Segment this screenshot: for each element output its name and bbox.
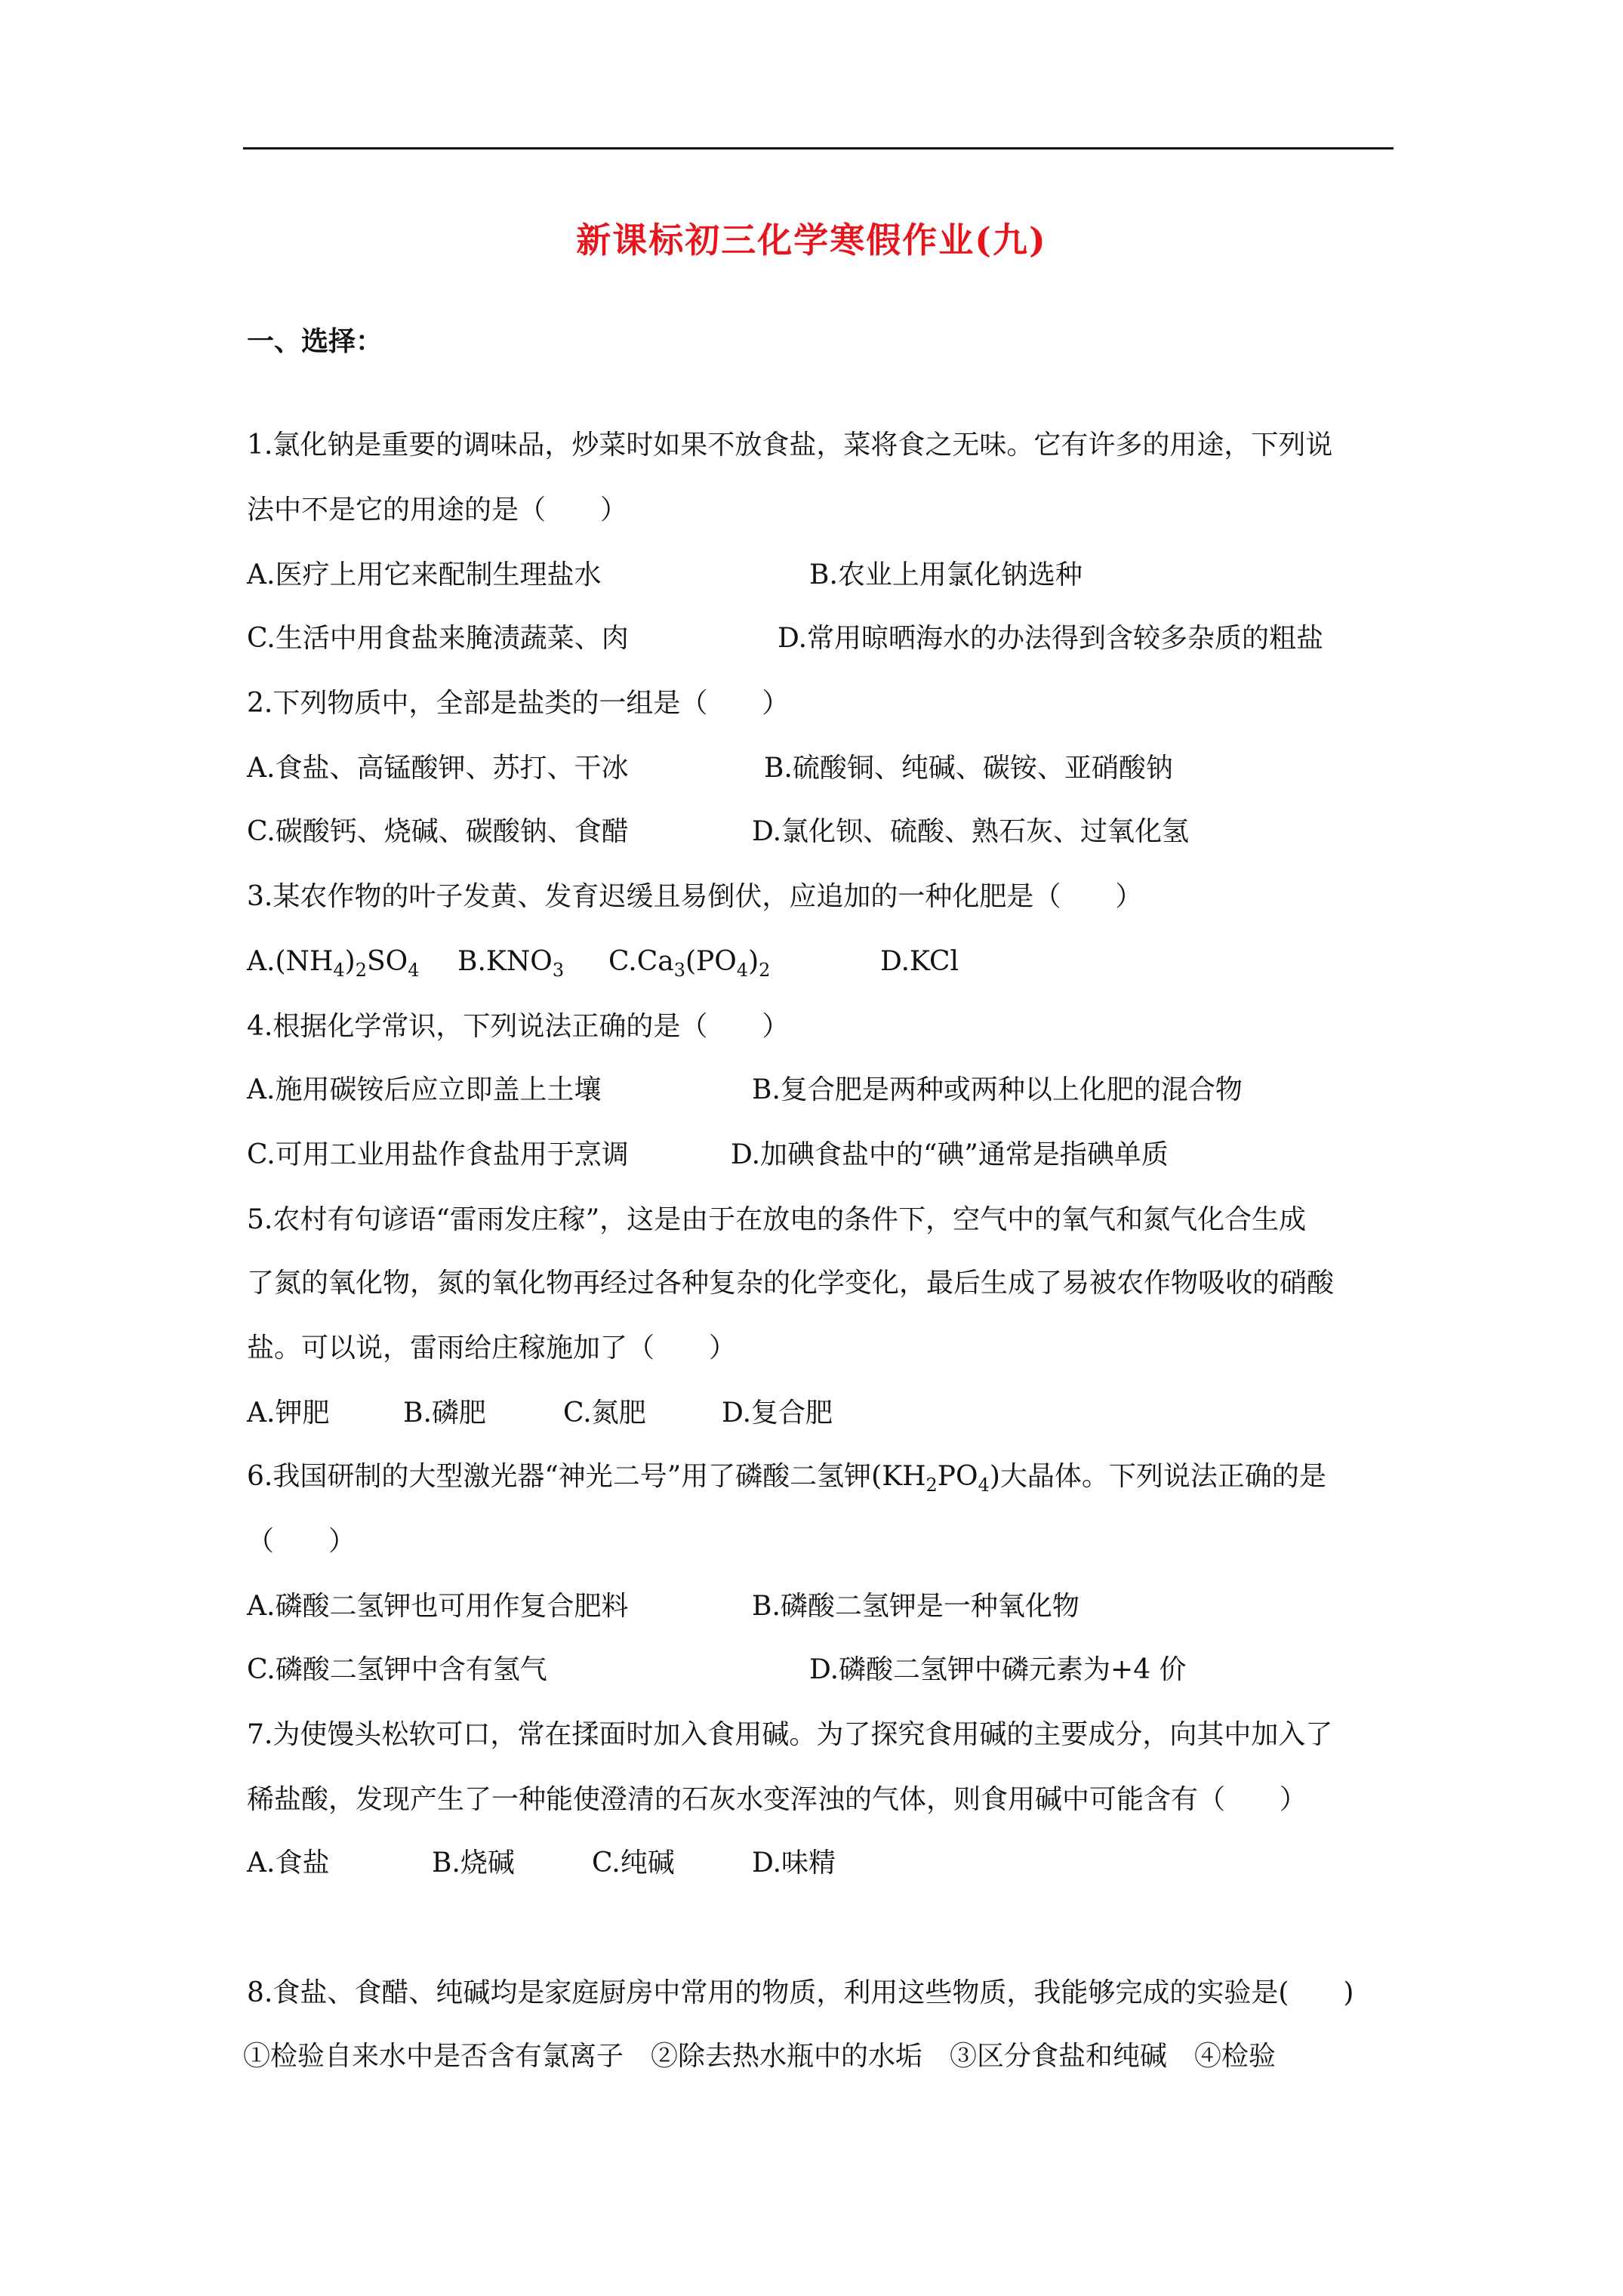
- header-rule: [243, 147, 1394, 149]
- question-6-option-d: D.磷酸二氢钾中磷元素为+4 价: [809, 1654, 1187, 1685]
- question-1-stem-line2: 法中不是它的用途的是（ ）: [247, 495, 628, 525]
- section-heading: 一、选择：: [247, 325, 383, 357]
- question-4-option-b: B.复合肥是两种或两种以上化肥的混合物: [752, 1074, 1243, 1105]
- question-1-stem-line1: 1.氯化钠是重要的调味品，炒菜时如果不放食盐，菜将食之无味。它有许多的用途，下列说: [247, 430, 1333, 461]
- question-5-stem-line1: 5.农村有句谚语“雷雨发庄稼”，这是由于在放电的条件下，空气中的氧气和氮气化合生成: [247, 1204, 1307, 1235]
- question-5-option-c: C.氮肥: [563, 1398, 646, 1428]
- question-7-option-b: B.烧碱: [432, 1848, 515, 1878]
- question-6-option-b: B.磷酸二氢钾是一种氧化物: [752, 1591, 1079, 1622]
- question-6-stem-line1: 6.我国研制的大型激光器“神光二号”用了磷酸二氢钾$(KH_2PO_4)$大晶体。下列说法正确的是: [247, 1461, 1326, 1496]
- question-4-option-a: A.施用碳铵后应立即盖上土壤: [247, 1074, 602, 1105]
- question-1-option-b: B.农业上用氯化钠选种: [809, 559, 1083, 590]
- page-title: 新课标初三化学寒假作业(九): [576, 220, 1047, 260]
- question-5-option-b: B.磷肥: [403, 1398, 486, 1428]
- question-4-option-c: C.可用工业用盐作食盐用于烹调: [247, 1139, 629, 1170]
- question-7-stem-line1: 7.为使馒头松软可口，常在揉面时加入食用碱。为了探究食用碱的主要成分，向其中加入了: [247, 1719, 1333, 1750]
- question-3-option-b: $B.KNO_3$: [457, 946, 565, 981]
- question-3-option-c: $C.Ca_3(PO_4)_2$: [608, 946, 771, 981]
- question-2-option-a: A.食盐、高锰酸钾、苏打、干冰: [247, 753, 629, 784]
- question-6-option-a: A.磷酸二氢钾也可用作复合肥料: [247, 1591, 629, 1622]
- question-5-stem-line2: 了氮的氧化物，氮的氧化物再经过各种复杂的化学变化，最后生成了易被农作物吸收的硝酸: [247, 1268, 1335, 1299]
- question-5-stem-line3: 盐。可以说，雷雨给庄稼施加了（ ）: [247, 1333, 737, 1364]
- question-7-stem-line2: 稀盐酸，发现产生了一种能使澄清的石灰水变浑浊的气体，则食用碱中可能含有（ ）: [247, 1784, 1307, 1815]
- question-3-stem: 3.某农作物的叶子发黄、发育迟缓且易倒伏，应追加的一种化肥是（ ）: [247, 881, 1143, 912]
- question-8-stem: 8.食盐、食醋、纯碱均是家庭厨房中常用的物质，利用这些物质，我能够完成的实验是( ): [247, 1977, 1354, 2008]
- question-2-option-d: D.氯化钡、硫酸、熟石灰、过氧化氢: [752, 816, 1190, 847]
- question-3-option-d: D.KCl: [880, 946, 959, 977]
- question-1-option-a: A.医疗上用它来配制生理盐水: [247, 559, 602, 590]
- question-7-option-d: D.味精: [752, 1848, 836, 1878]
- question-7-option-a: A.食盐: [247, 1848, 330, 1878]
- question-3-option-a: $A.(NH_4)_2SO_4$: [247, 946, 420, 981]
- question-2-stem: 2.下列物质中，全部是盐类的一组是（ ）: [247, 688, 790, 719]
- question-4-stem: 4.根据化学常识，下列说法正确的是（ ）: [247, 1011, 790, 1042]
- question-5-option-a: A.钾肥: [247, 1398, 330, 1428]
- question-6-option-c: C.磷酸二氢钾中含有氢气: [247, 1654, 547, 1685]
- question-1-option-c: C.生活中用食盐来腌渍蔬菜、肉: [247, 623, 629, 654]
- question-4-option-d: D.加碘食盐中的“碘”通常是指碘单质: [731, 1139, 1169, 1170]
- question-2-option-b: B.硫酸铜、纯碱、碳铵、亚硝酸钠: [764, 753, 1173, 784]
- question-8-items: ①检验自来水中是否含有氯离子 ②除去热水瓶中的水垢 ③区分食盐和纯碱 ④检验: [243, 2041, 1277, 2072]
- question-2-option-c: C.碳酸钙、烧碱、碳酸钠、食醋: [247, 816, 629, 847]
- question-1-option-d: D.常用晾晒海水的办法得到含较多杂质的粗盐: [778, 623, 1324, 654]
- question-7-option-c: C.纯碱: [592, 1848, 675, 1878]
- question-6-stem-line2: （ ）: [247, 1526, 356, 1557]
- question-5-option-d: D.复合肥: [722, 1398, 833, 1428]
